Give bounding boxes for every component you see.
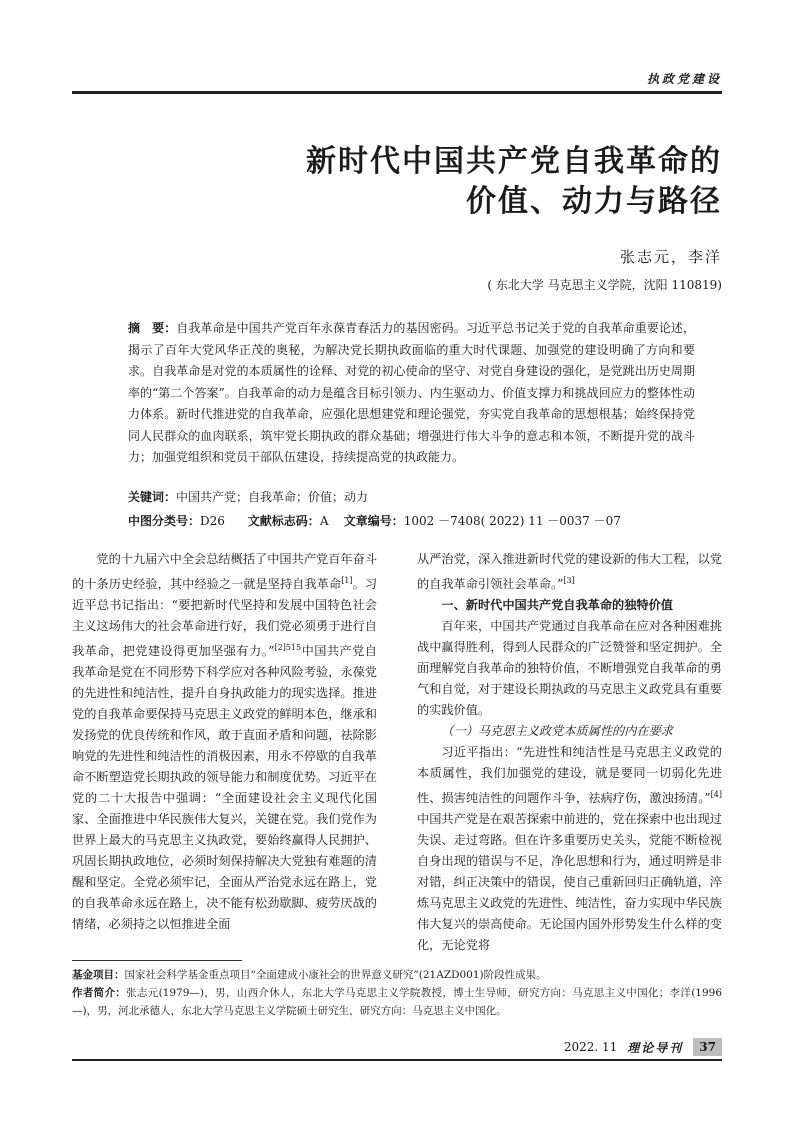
- footnote-rule: [72, 960, 242, 961]
- page-footer: [564, 1038, 722, 1056]
- page-number: 37: [693, 1038, 722, 1056]
- doc-code-value: A: [319, 514, 329, 528]
- affiliation: ( 东北大学 马克思主义学院，沈阳 110819): [487, 278, 722, 292]
- clc-value: D26: [200, 514, 225, 528]
- section-tag: 执政党建设: [646, 72, 722, 86]
- doc-code-label: 文献标志码：: [247, 514, 320, 528]
- citation: [2]515: [274, 643, 302, 653]
- author-note: [72, 984, 722, 1020]
- journal-name: 理论导刊: [627, 1040, 684, 1055]
- funding-note: [72, 966, 722, 984]
- body-paragraph: 从严治党，深入推进新时代党的建设新的伟大工程，以党的自我革命引领社会革命。”[3]: [417, 552, 722, 592]
- funding-text: 国家社会科学基金重点项目“全面建成小康社会的世界意义研究”(21AZD001)阶段性成果。: [124, 969, 547, 981]
- abstract-text: 自我革命是中国共产党百年永葆青春活力的基因密码。习近平总书记关于党的自我革命重要论述，揭示了百年大党风华正茂的奥秘，为解决党长期执政面临的重大时代课题、加强党的建设明确了方向和要求。自我革命是对党的本质属性的诠释、对党的初心使命的坚守、对党自身建设的强化，是党跳出历史周期率的“第二个答案”。自我革命的动力是蕴含目标引领力、内生驱动力、价值支撑力和挑战回应力的整体性动力体系。新时代推进党的自我革命，应强化思想建党和理论强党，夯实党自我革命的思想根基；始终保持党同人民群众的血肉联系，筑牢党长期执政的群众基础；增强进行伟大斗争的意志和本领，不断提升党的战斗力；加强党组织和党员干部队伍建设，持续提高党的执政能力。: [128, 321, 695, 464]
- article-no-label: 文章编号：: [343, 514, 404, 528]
- citation: [1]: [341, 576, 353, 585]
- body-paragraph: 习近平指出：“先进性和纯洁性是马克思主义政党的本质属性，我们加强党的建设，就是要同一切弱化先进性、损害纯洁性的问题作斗争，祛病疗伤，激浊扬清。”[4]中国共产党是在艰苦探索中前进的，党在探索中也出现过失误、走过弯路。但在许多重要历史关头，党能不断检视自身出现的错误与不足，净化思想和行为，通过明辨是非对错，纠正决策中的错误，使自己重新回归正确轨道，淬炼马克思主义政党的先进性、纯洁性，奋力实现中华民族伟大复兴的崇高使命。无论国内国外形势发生什么样的变化，无论党将: [417, 745, 722, 953]
- header-rule: [72, 91, 722, 94]
- funding-label: 基金项目：: [72, 969, 125, 981]
- abstract: [128, 318, 695, 469]
- body-left-column: [72, 549, 377, 935]
- author-bio-text: 张志元(1979—)，男，山西介休人，东北大学马克思主义学院教授，博士生导师，研究方向：马克思主义中国化；李洋(1996—)，男，河北承德人，东北大学马克思主义学院硕士研究生，研究方向：马克思主义中国化。: [72, 987, 723, 1017]
- citation: [3]: [563, 576, 575, 585]
- keywords-text: 中国共产党；自我革命；价值；动力: [176, 490, 369, 504]
- issue-date: 2022. 11: [563, 1040, 618, 1054]
- authors: 张志元，李洋: [619, 248, 722, 266]
- body-right-column: [417, 549, 722, 956]
- body-paragraph: 百年来，中国共产党通过自我革命在应对各种困难挑战中赢得胜利，得到人民群众的广泛赞誉和坚定拥护。全面理解党自我革命的独特价值，不断增强党自我革命的勇气和自觉，对于建设长期执政的马克思主义政党具有重要的实践价值。: [417, 619, 722, 718]
- author-bio-label: 作者简介：: [72, 987, 127, 999]
- body-paragraph: 党的十九届六中全会总结概括了中国共产党百年奋斗的十条历史经验，其中经验之一就是坚持自我革命[1]。习近平总书记指出：“要把新时代坚持和发展中国特色社会主义这场伟大的社会革命进行好，我们党必须勇于进行自我革命，把党建设得更加坚强有力。”$^{[2]515}$中国共产党自我革命是党在不同形势下科学应对各种风险考验，永葆党的先进性和纯洁性，提升自身执政能力的现实选择。推进党的自我革命要保持马克思主义政党的鲜明本色，继承和发扬党的优良传统和作风，敢于直面矛盾和问题，祛除影响党的先进性和纯洁性的消极因素，用永不停歇的自我革命不断塑造党长期执政的领导能力和制度优势。习近平在党的二十大报告中强调：“全面建设社会主义现代化国家、全面推进中华民族伟大复兴，关键在党。我们党作为世界上最大的马克思主义执政党，要始终赢得人民拥护、巩固长期执政地位，必须时刻保持解决大党独有难题的清醒和坚定。全党必须牢记，全面从严治党永远在路上，党的自我革命永远在路上，决不能有松劲歇脚、疲劳厌战的情绪，必须持之以恒推进全面: [72, 552, 378, 932]
- article-no-value: 1002 －7408( 2022) 11 －0037 －07: [403, 514, 621, 528]
- clc-label: 中图分类号：: [128, 514, 201, 528]
- keywords-label: 关键词：: [128, 490, 177, 504]
- citation: [4]: [710, 790, 722, 800]
- subsection-heading: （一）马克思主义政党本质属性的内在要求: [441, 724, 673, 739]
- title-line-2: 价值、动力与路径: [466, 184, 722, 219]
- keywords: [128, 488, 368, 505]
- section-heading: 一、新时代中国共产党自我革命的独特价值: [441, 598, 673, 613]
- footer-rule: [72, 1059, 722, 1061]
- title-line-1: 新时代中国共产党自我革命的: [306, 144, 722, 179]
- classification: [128, 512, 621, 529]
- abstract-label: 摘 要：: [128, 321, 177, 335]
